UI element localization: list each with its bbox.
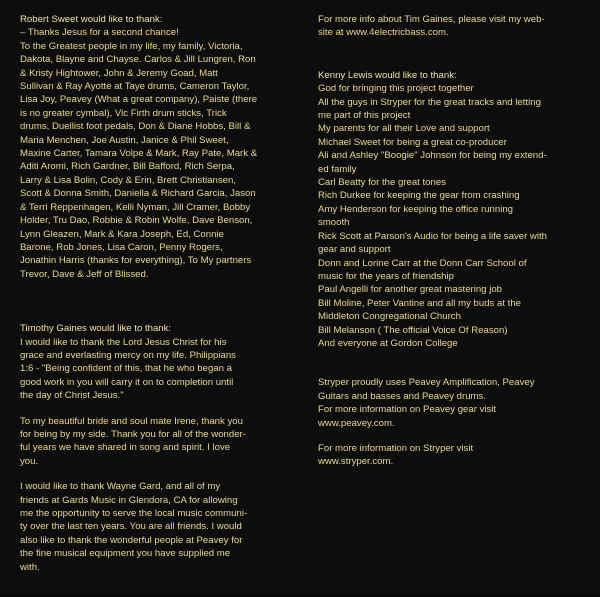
text-line: Michael Sweet for being a great co-producer xyxy=(318,136,507,148)
text-line: me the opportunity to serve the local music communi- xyxy=(20,508,248,519)
text-line: All the guys in Stryper for the great tracks and letting xyxy=(318,96,541,108)
text-line: ty over the last ten years. You are all friends. I would xyxy=(20,521,242,533)
text-line: Guitars and basses and Peavey drums. xyxy=(318,390,486,402)
spacer xyxy=(318,40,590,69)
timothy-gaines-thanks xyxy=(20,322,298,574)
text-line: Trevor, Dave & Jeff of Blissed. xyxy=(20,268,149,280)
text-line: ful years we have shared in song and spirit. I love xyxy=(20,442,231,454)
left-column xyxy=(20,13,298,574)
text-line: is no greater cymbal), Vic Firth drum sticks, Trick xyxy=(20,107,227,119)
text-line: For more information on Peavey gear visit xyxy=(318,404,497,416)
text-line: Donn and Lorine Carr at the Donn Carr School of xyxy=(318,257,527,269)
text-line: & Terri Reppenhagen, Kelli Nyman, Jill Cramer, Bobby xyxy=(20,201,251,213)
text-line: with. xyxy=(20,561,40,573)
spacer xyxy=(318,350,590,376)
tim-gaines-website-note xyxy=(318,13,590,40)
right-column xyxy=(318,13,590,469)
text-line: Barone, Rob Jones, Lisa Caron, Penny Rogers, xyxy=(20,241,223,253)
text-line: Aditi Aromi, Rich Gardner, Bill Bafford, Rich Serpa, xyxy=(20,161,235,173)
text-line: 1:6 - "Being confident of this, that he who began a xyxy=(20,363,232,375)
text-line: Ali and Ashley "Boogie" Johnson for being my extend- xyxy=(318,150,547,162)
robert-sweet-heading: Robert Sweet would like to thank: xyxy=(20,14,163,25)
robert-sweet-body xyxy=(20,26,298,281)
text-line: the day of Christ Jesus." xyxy=(20,390,124,402)
timothy-paragraph-wife xyxy=(20,415,298,469)
text-line: Sullivan & Ray Ayotte at Taye drums, Cameron Taylor, xyxy=(20,81,250,93)
timothy-paragraph-faith xyxy=(20,336,298,403)
text-line: I would like to thank Wayne Gard, and all of my xyxy=(20,481,221,493)
text-line: Carl Beatty for the great tones xyxy=(318,177,446,189)
text-line: Jonathin Harris (thanks for everything), To My partners xyxy=(20,255,252,267)
text-line: www.peavey.com. xyxy=(318,417,395,429)
text-line: you. xyxy=(20,455,39,467)
text-line: My parents for all their Love and support xyxy=(318,123,490,135)
text-line: Bill Melanson ( The official Voice Of Reason) xyxy=(318,324,508,336)
text-line: Lynn Gleazen, Mark & Kara Joseph, Ed, Connie xyxy=(20,228,224,240)
text-line: Bill Moline, Peter Vantine and all my buds at the xyxy=(318,297,522,309)
robert-sweet-thanks xyxy=(20,13,298,281)
text-line: gear and support xyxy=(318,244,391,256)
text-line: To my beautiful bride and soul mate Irene, thank you xyxy=(20,415,243,427)
text-line: Stryper proudly uses Peavey Amplification, Peavey xyxy=(318,377,535,389)
bottom-edge xyxy=(0,590,600,597)
text-line: for being by my side. Thank you for all of the wonder- xyxy=(20,428,246,440)
text-line: Lisa Joy, Peavey (What a great company), Paiste (there xyxy=(20,94,258,106)
kenny-lewis-heading: Kenny Lewis would like to thank: xyxy=(318,69,457,81)
timothy-paragraph-gards-music xyxy=(20,480,298,574)
spacer xyxy=(20,281,298,322)
text-line: Maria Menchen, Joe Austin, Janice & Phil Sweet, xyxy=(20,134,229,146)
text-line: Scott & Donna Smith, Daniella & Richard Garcia, Jason xyxy=(20,188,256,200)
text-line: Paul Angelli for another great mastering job xyxy=(318,284,502,296)
text-line: To the Greatest people in my life, my family, Victoria, xyxy=(20,40,243,52)
text-line: drums, Duellist foot pedals, Don & Diane Hobbs, Bill & xyxy=(20,121,251,133)
text-line: I would like to thank the Lord Jesus Christ for his xyxy=(20,336,227,348)
text-line: Rich Durkee for keeping the gear from crashing xyxy=(318,190,520,202)
text-line: And everyone at Gordon College xyxy=(318,337,458,349)
text-line: Rick Scott at Parson's Audio for being a life saver with xyxy=(318,230,547,242)
text-line: smooth xyxy=(318,217,350,229)
stryper-website-note xyxy=(318,442,590,469)
timothy-gaines-heading: Timothy Gaines would like to thank: xyxy=(20,323,172,335)
text-line: grace and everlasting mercy on my life. Philippians xyxy=(20,349,236,361)
text-line: Middleton Congregational Church xyxy=(318,311,461,323)
text-line: music for the years of friendship xyxy=(318,270,454,282)
text-line: Maxine Carter, Tamara Volpe & Mark, Ray Pate, Mark & xyxy=(20,148,258,160)
text-line: www.stryper.com. xyxy=(318,456,394,468)
peavey-endorsement-note xyxy=(318,376,590,430)
text-line: me part of this project xyxy=(318,110,411,122)
text-line: Larry & Lisa Bolin, Cody & Erin, Brett Christiansen, xyxy=(20,174,236,186)
text-line: good work in you will carry it on to completion until xyxy=(20,376,234,388)
text-line: ed family xyxy=(318,163,357,175)
text-line: For more information on Stryper visit xyxy=(318,442,474,454)
text-line: Amy Henderson for keeping the office running xyxy=(318,203,514,215)
text-line: God for bringing this project together xyxy=(318,83,474,95)
text-line: & Kristy Hightower, John & Jeremy Goad, Matt xyxy=(20,67,218,79)
kenny-lewis-thanks xyxy=(318,69,590,351)
text-line: Holder, Tru Dao, Robbie & Robin Wolfe, Dave Benson, xyxy=(20,215,253,227)
text-line: friends at Gards Music in Glendora, CA for allowing xyxy=(20,494,238,506)
text-line: the fine musical equipment you have supplied me xyxy=(20,548,231,560)
text-line: For more info about Tim Gaines, please visit my web- xyxy=(318,14,545,25)
kenny-lewis-body xyxy=(318,82,590,350)
text-line: – Thanks Jesus for a second chance! xyxy=(20,27,179,39)
text-line: also like to thank the wonderful people at Peavey for xyxy=(20,534,243,546)
text-line: site at www.4electricbass.com. xyxy=(318,27,449,39)
text-line: Dakota, Blayne and Chayse. Carlos & Jill Lungren, Ron xyxy=(20,54,256,66)
